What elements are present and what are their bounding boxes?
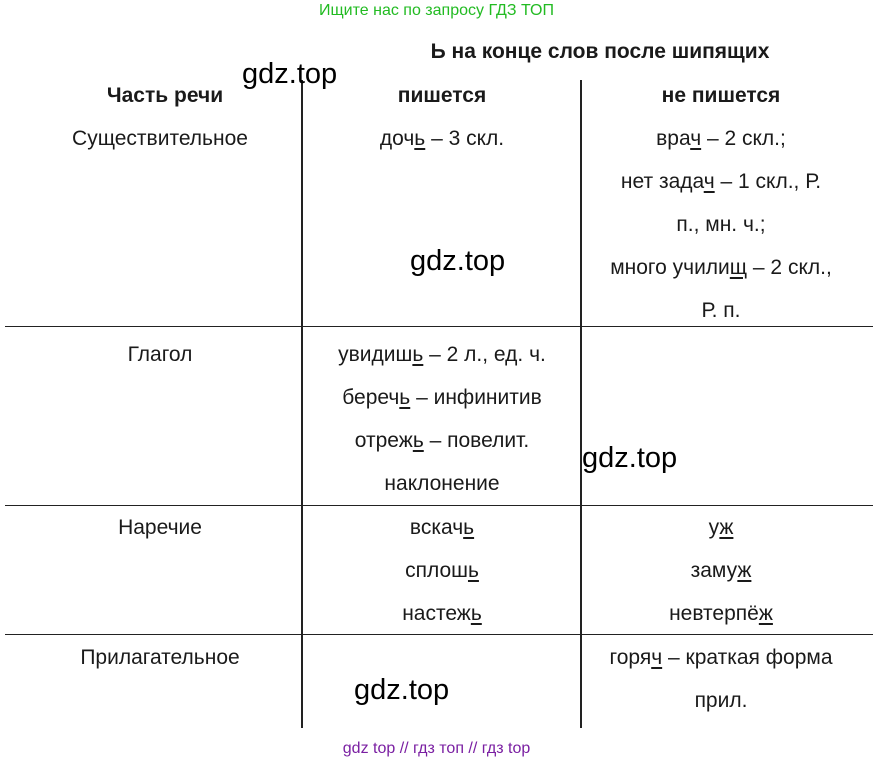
cell-line — [303, 117, 581, 160]
cell-line — [582, 160, 860, 203]
cell-line — [303, 549, 581, 592]
cell-line — [303, 506, 581, 549]
line-text: береч — [342, 386, 400, 409]
header-not-written: не пишется — [661, 84, 781, 107]
cell-line — [303, 376, 581, 419]
underlined-letter: ь — [414, 127, 426, 150]
row-adverb-part: Наречие — [118, 516, 202, 539]
watermark: gdz.top — [242, 58, 338, 90]
underlined-letter: ь — [412, 343, 424, 366]
row-noun-written — [303, 117, 581, 160]
row-noun-part: Существительное — [72, 127, 248, 150]
underlined-letter: ж — [737, 559, 752, 582]
row-verb-written — [303, 333, 581, 505]
cell-line — [303, 592, 581, 635]
table-title: Ь на конце слов после шипящих — [430, 40, 770, 63]
line-text: доч — [379, 127, 415, 150]
cell-line — [303, 419, 581, 462]
header-written: пишется — [397, 84, 487, 107]
header-part-of-speech: Часть речи — [106, 84, 224, 107]
line-text: наклонение — [384, 472, 500, 495]
line-text: – 2 скл., — [747, 256, 832, 279]
line-text: – 2 скл.; — [701, 127, 786, 150]
underlined-letter: ч — [651, 646, 663, 669]
cell-line — [303, 462, 581, 505]
line-text: – инфинитив — [410, 386, 542, 409]
line-text: много учили — [610, 256, 730, 279]
underlined-letter: ь — [470, 602, 482, 625]
underlined-letter: ь — [399, 386, 411, 409]
row-noun-not-written — [582, 117, 860, 332]
watermark: gdz.top — [354, 674, 450, 706]
line-text: Р. п. — [701, 299, 741, 322]
cell-line — [582, 679, 860, 722]
row-verb-part: Глагол — [127, 343, 193, 366]
line-text: вра — [656, 127, 691, 150]
row-adverb-not-written — [582, 506, 860, 635]
row-adjective-part: Прилагательное — [80, 646, 240, 669]
underlined-letter: ь — [412, 429, 424, 452]
cell-line — [582, 246, 860, 289]
underlined-letter: ь — [463, 516, 475, 539]
cell-line — [582, 636, 860, 679]
underlined-letter: ь — [467, 559, 479, 582]
cell-line — [303, 333, 581, 376]
line-text: – 1 скл., Р. — [714, 170, 822, 193]
line-text: горя — [609, 646, 652, 669]
line-text: заму — [690, 559, 738, 582]
search-banner[interactable]: Ищите нас по запросу ГДЗ ТОП — [319, 2, 554, 19]
line-text: – 2 л., ед. ч. — [423, 343, 546, 366]
line-text: – краткая форма — [662, 646, 833, 669]
line-text: п., мн. ч.; — [676, 213, 766, 236]
underlined-letter: ч — [703, 170, 715, 193]
cell-line — [582, 506, 860, 549]
underlined-letter: ч — [690, 127, 702, 150]
line-text: у — [708, 516, 720, 539]
line-text: прил. — [694, 689, 748, 712]
line-text: увидиш — [338, 343, 413, 366]
line-text: – 3 скл. — [425, 127, 505, 150]
line-text: невтерпё — [669, 602, 759, 625]
watermark: gdz.top — [410, 245, 506, 277]
underlined-letter: щ — [729, 256, 748, 279]
row-adverb-written — [303, 506, 581, 635]
line-text: отреж — [354, 429, 413, 452]
line-text: нет зада — [620, 170, 704, 193]
underlined-letter: ж — [758, 602, 773, 625]
line-text: – повелит. — [423, 429, 530, 452]
line-text: вскач — [409, 516, 464, 539]
watermark: gdz.top — [582, 442, 678, 474]
row-adjective-not-written — [582, 636, 860, 722]
footer-links[interactable]: gdz top // гдз топ // гдз top — [342, 740, 531, 757]
line-text: сплош — [405, 559, 468, 582]
cell-line — [582, 549, 860, 592]
cell-line — [582, 203, 860, 246]
line-text: настеж — [402, 602, 471, 625]
cell-line — [582, 289, 860, 332]
underlined-letter: ж — [719, 516, 734, 539]
cell-line — [582, 117, 860, 160]
cell-line — [582, 592, 860, 635]
